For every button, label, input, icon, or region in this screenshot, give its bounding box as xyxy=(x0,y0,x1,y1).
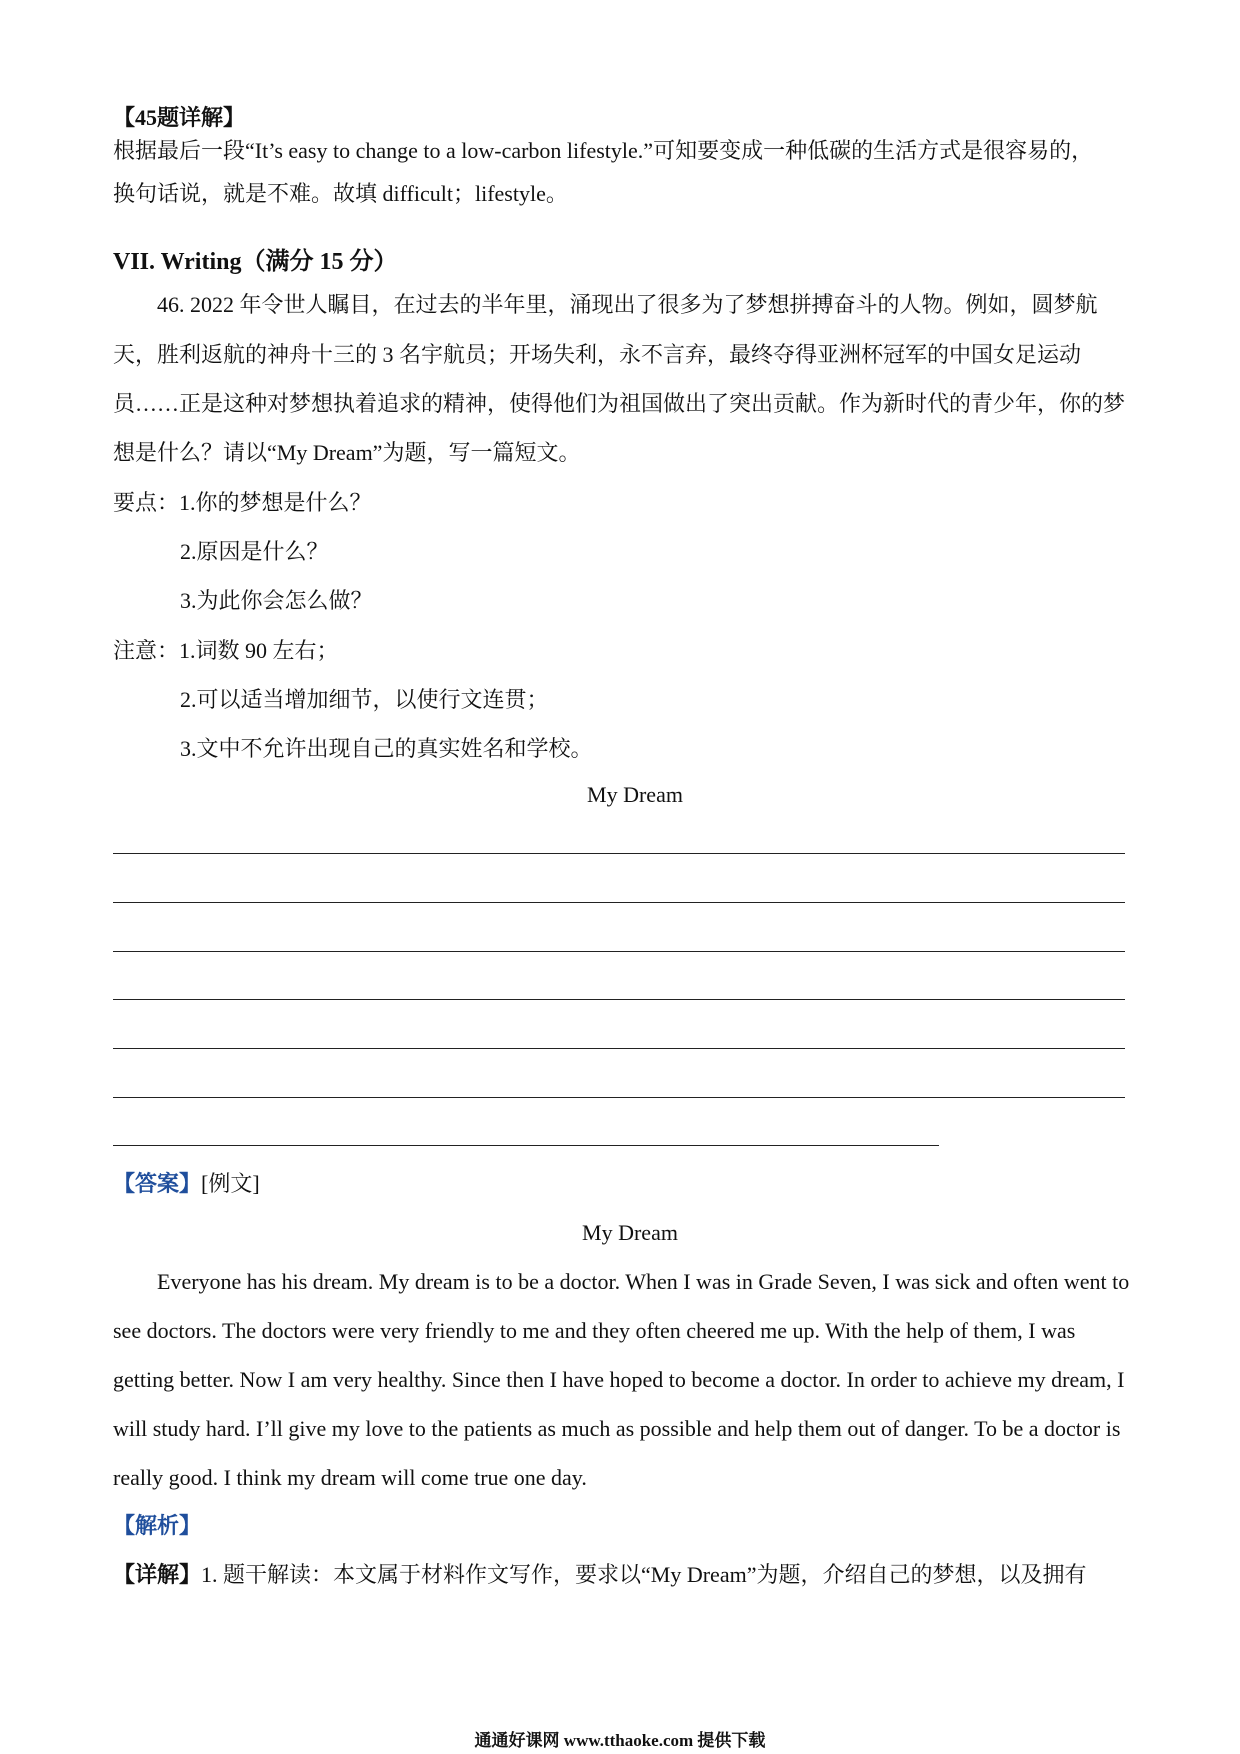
answer-line-3: getting better. Now I am very healthy. Since then I have hoped to become a doctor. In order to achieve my dream, I xyxy=(113,1367,1125,1392)
writing-line xyxy=(113,853,1125,854)
writing-line xyxy=(113,1145,939,1146)
writing-line xyxy=(113,1097,1125,1098)
point-3: 3.为此你会怎么做？ xyxy=(180,588,373,613)
page-footer: 通通好课网 www.tthaoke.com 提供下载 xyxy=(474,1731,766,1750)
writing-prompt-line-1: 46. 2022 年令世人瞩目，在过去的半年里，涌现出了很多为了梦想拼搏奋斗的人物。例如，圆梦航 xyxy=(157,292,1098,317)
points-label: 要点：1.你的梦想是什么？ xyxy=(113,490,372,515)
analysis-label: 【解析】 xyxy=(113,1513,202,1538)
notes-label: 注意：1.词数 90 左右； xyxy=(113,638,339,663)
detail-text: 1. 题干解读：本文属于材料作文写作，要求以“My Dream”为题，介绍自己的梦想，以及拥有 xyxy=(201,1562,1087,1587)
writing-line xyxy=(113,951,1125,952)
answer-title: My Dream xyxy=(582,1220,678,1245)
answer-line-5: really good. I think my dream will come true one day. xyxy=(113,1465,587,1490)
writing-prompt-line-3: 员……正是这种对梦想执着追求的精神，使得他们为祖国做出了突出贡献。作为新时代的青少年，你的梦 xyxy=(113,391,1126,416)
answer-line-2: see doctors. The doctors were very friendly to me and they often cheered me up. With the help of them, I was xyxy=(113,1318,1076,1343)
writing-line xyxy=(113,999,1125,1000)
q45-header: 【45题详解】 xyxy=(113,105,246,130)
writing-prompt-line-2: 天，胜利返航的神舟十三的 3 名宇航员；开场失利，永不言弃，最终夺得亚洲杯冠军的中国女足运动 xyxy=(113,342,1082,367)
writing-line xyxy=(113,902,1125,903)
essay-title: My Dream xyxy=(587,782,683,807)
writing-line xyxy=(113,1048,1125,1049)
writing-section-title: VII. Writing（满分 15 分） xyxy=(113,249,398,275)
note-3: 3.文中不允许出现自己的真实姓名和学校。 xyxy=(180,736,593,761)
answer-line-1: Everyone has his dream. My dream is to be a doctor. When I was in Grade Seven, I was sick and often went to xyxy=(157,1269,1130,1294)
q45-line-2: 换句话说，就是不难。故填 difficult；lifestyle。 xyxy=(113,181,568,206)
answer-label: 【答案】 xyxy=(113,1171,202,1196)
point-2: 2.原因是什么？ xyxy=(180,539,329,564)
writing-prompt-line-4: 想是什么？请以“My Dream”为题，写一篇短文。 xyxy=(113,440,581,465)
note-2: 2.可以适当增加细节，以使行文连贯； xyxy=(180,687,549,712)
answer-line-4: will study hard. I’ll give my love to the patients as much as possible and help them out of danger. To be a doctor is xyxy=(113,1416,1121,1441)
detail-line xyxy=(113,1560,1086,1590)
detail-label: 【详解】 xyxy=(113,1562,202,1587)
answer-heading xyxy=(113,1169,260,1199)
q45-line-1: 根据最后一段“It’s easy to change to a low-carbon lifestyle.”可知要变成一种低碳的生活方式是很容易的， xyxy=(113,138,1094,163)
answer-tag: [例文] xyxy=(201,1171,260,1196)
